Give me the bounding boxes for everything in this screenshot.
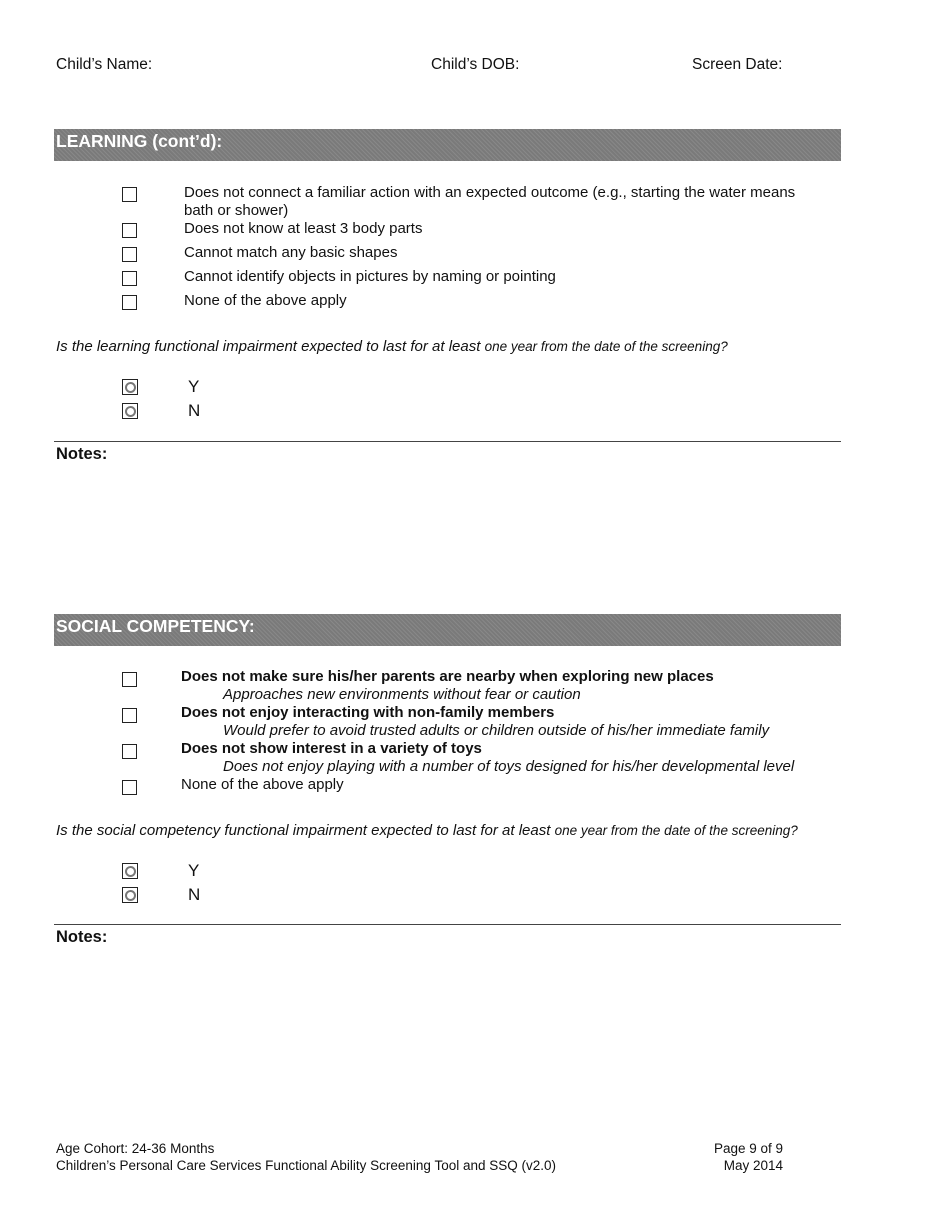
learning-question-small: one year from the date of the screening? [484, 339, 728, 354]
learning-item-5: None of the above apply [184, 292, 347, 309]
social-item-1 [181, 668, 714, 686]
footer-page-number: Page 9 of 9 [713, 1141, 783, 1156]
social-question-small: one year from the date of the screening? [554, 823, 798, 838]
child-dob-label: Child’s DOB: [431, 56, 520, 73]
learning-divider [54, 441, 841, 442]
social-no-label: N [188, 885, 201, 904]
learning-checkbox-5[interactable] [122, 295, 137, 310]
learning-no-label: N [188, 401, 201, 420]
social-item-1-title: Does not make sure his/her parents are nearby when exploring new places [181, 668, 714, 685]
social-item-3 [181, 740, 482, 758]
social-item-1-desc: Approaches new environments without fear or caution [223, 686, 581, 703]
social-item-3-title: Does not show interest in a variety of toys [181, 740, 482, 757]
learning-checkbox-3[interactable] [122, 247, 137, 262]
learning-no-radio[interactable] [122, 403, 138, 419]
learning-section-header: LEARNING (cont’d): [54, 129, 841, 161]
social-divider [54, 924, 841, 925]
learning-checkbox-4[interactable] [122, 271, 137, 286]
learning-yes-radio[interactable] [122, 379, 138, 395]
social-checkbox-3[interactable] [122, 744, 137, 759]
learning-item-3: Cannot match any basic shapes [184, 244, 398, 261]
social-no-radio[interactable] [122, 887, 138, 903]
social-item-2-desc: Would prefer to avoid trusted adults or children outside of his/her immediate family [223, 722, 770, 739]
social-duration-question [56, 822, 798, 839]
learning-notes-label: Notes: [56, 445, 108, 463]
social-section-header: SOCIAL COMPETENCY: [54, 614, 841, 646]
footer-tool-name: Children’s Personal Care Services Functional Ability Screening Tool and SSQ (v2.0) [56, 1157, 557, 1173]
footer-right [700, 1141, 783, 1174]
screen-date-label: Screen Date: [692, 56, 783, 73]
learning-question-main: Is the learning functional impairment expected to last for at least [56, 338, 485, 355]
learning-item-2: Does not know at least 3 body parts [184, 220, 423, 237]
social-checkbox-1[interactable] [122, 672, 137, 687]
learning-item-1-line1: Does not connect a familiar action with an expected outcome (e.g., starting the water means [184, 184, 796, 201]
learning-item-1-line2: bath or shower) [184, 202, 289, 219]
learning-checkbox-1[interactable] [122, 187, 137, 202]
social-yes-label: Y [188, 861, 200, 880]
social-item-2-title: Does not enjoy interacting with non-family members [181, 704, 555, 721]
social-checkbox-2[interactable] [122, 708, 137, 723]
social-yes-radio[interactable] [122, 863, 138, 879]
learning-item-4: Cannot identify objects in pictures by naming or pointing [184, 268, 556, 285]
social-question-main: Is the social competency functional impairment expected to last for at least [56, 822, 555, 839]
child-name-label: Child’s Name: [56, 56, 153, 73]
footer-date: May 2014 [723, 1157, 783, 1173]
social-item-3-desc: Does not enjoy playing with a number of toys designed for his/her developmental level [223, 758, 795, 775]
learning-duration-question [56, 338, 728, 355]
footer-left [56, 1141, 556, 1174]
learning-yes-label: Y [188, 377, 200, 396]
social-checkbox-4[interactable] [122, 780, 137, 795]
social-item-2 [181, 704, 554, 722]
social-item-4: None of the above apply [181, 776, 344, 793]
social-notes-label: Notes: [56, 928, 108, 946]
learning-item-1 [184, 184, 795, 220]
learning-checkbox-2[interactable] [122, 223, 137, 238]
footer-age-cohort: Age Cohort: 24-36 Months [56, 1141, 215, 1156]
